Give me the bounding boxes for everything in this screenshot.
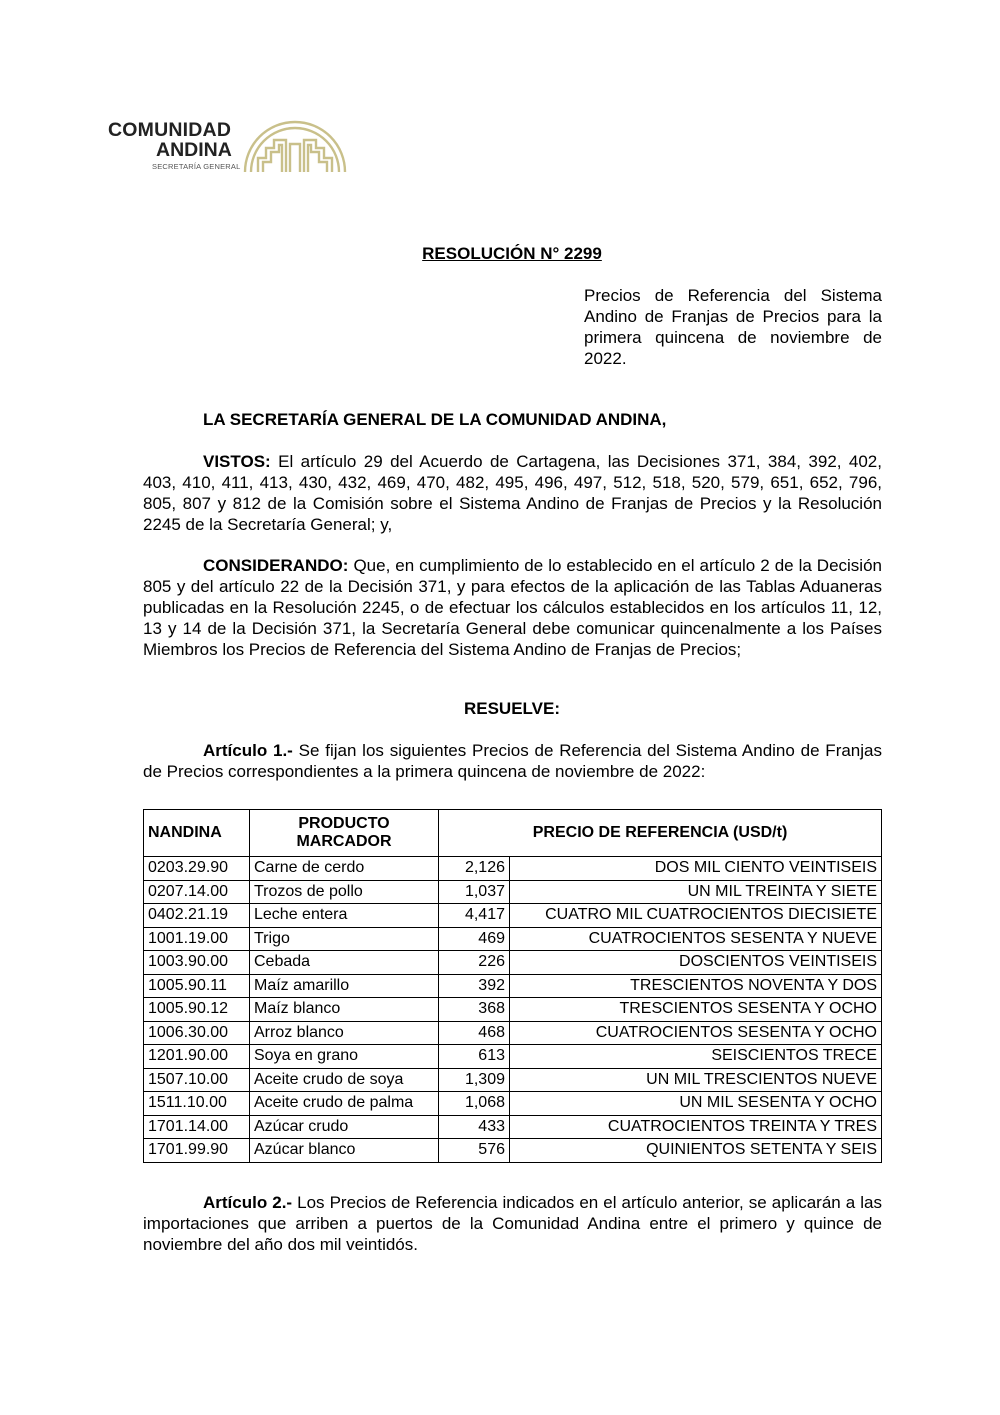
logo-line2: ANDINA bbox=[156, 139, 232, 161]
producto-cell: Azúcar crudo bbox=[250, 1115, 439, 1139]
table-header-row bbox=[144, 810, 882, 857]
table-row bbox=[144, 1115, 882, 1139]
table-row bbox=[144, 1021, 882, 1045]
precio-letras-cell: TRESCIENTOS SESENTA Y OCHO bbox=[510, 998, 882, 1022]
producto-cell: Trozos de pollo bbox=[250, 880, 439, 904]
nandina-cell: 1701.99.90 bbox=[144, 1139, 250, 1163]
precio-letras-cell: CUATRO MIL CUATROCIENTOS DIECISIETE bbox=[510, 904, 882, 928]
table-row bbox=[144, 904, 882, 928]
table-row bbox=[144, 1045, 882, 1069]
precio-numero-cell: 2,126 bbox=[439, 857, 510, 881]
secretaria-heading: LA SECRETARÍA GENERAL DE LA COMUNIDAD ANDINA, bbox=[203, 410, 667, 429]
precio-letras-cell: DOS MIL CIENTO VEINTISEIS bbox=[510, 857, 882, 881]
considerando-paragraph bbox=[143, 555, 882, 660]
producto-cell: Maíz amarillo bbox=[250, 974, 439, 998]
producto-cell: Azúcar blanco bbox=[250, 1139, 439, 1163]
nandina-cell: 1001.19.00 bbox=[144, 927, 250, 951]
precio-letras-cell: CUATROCIENTOS SESENTA Y NUEVE bbox=[510, 927, 882, 951]
table-row bbox=[144, 927, 882, 951]
considerando-text: Que, en cumplimiento de lo establecido en el artículo 2 de la Decisión 805 y del artículo 22 de la Decisión 371, y para efectos de la aplicación de las Tablas Aduaneras publicadas en la Resolución 2245, o de efectuar los cálculos establecidos en los artículos 11, 12, 13 y 14 de la Decisión 371, la Secretaría General debe comunicar quincenalmente a los Países Miembros los Precios de Referencia del Sistema Andino de Franjas de Precios; bbox=[143, 556, 882, 659]
considerando-label: CONSIDERANDO: bbox=[203, 556, 349, 575]
nandina-cell: 1005.90.12 bbox=[144, 998, 250, 1022]
nandina-cell: 1201.90.00 bbox=[144, 1045, 250, 1069]
nandina-cell: 0203.29.90 bbox=[144, 857, 250, 881]
precio-numero-cell: 469 bbox=[439, 927, 510, 951]
header-producto: PRODUCTO MARCADOR bbox=[250, 810, 439, 857]
vistos-text: El artículo 29 del Acuerdo de Cartagena, las Decisiones 371, 384, 392, 402, 403, 410, 411, 413, 430, 432, 469, 470, 482, 495, 496, 497, 512, 518, 520, 579, 651, 652, 796, 805, 807 y 812 de la Comisión sobre el Sistema Andino de Franjas de Precios y la Resolución 2245 de la Secretaría General; y, bbox=[143, 452, 882, 534]
table-row bbox=[144, 1068, 882, 1092]
logo-line1: COMUNIDAD bbox=[108, 119, 232, 141]
table-row bbox=[144, 1092, 882, 1116]
precio-letras-cell: UN MIL SESENTA Y OCHO bbox=[510, 1092, 882, 1116]
andean-stepped-arch-logo-icon bbox=[242, 118, 348, 174]
producto-cell: Soya en grano bbox=[250, 1045, 439, 1069]
precio-letras-cell: DOSCIENTOS VEINTISEIS bbox=[510, 951, 882, 975]
precio-numero-cell: 4,417 bbox=[439, 904, 510, 928]
precio-letras-cell: UN MIL TRESCIENTOS NUEVE bbox=[510, 1068, 882, 1092]
table-row bbox=[144, 951, 882, 975]
precio-letras-cell: CUATROCIENTOS SESENTA Y OCHO bbox=[510, 1021, 882, 1045]
nandina-cell: 1507.10.00 bbox=[144, 1068, 250, 1092]
producto-cell: Aceite crudo de palma bbox=[250, 1092, 439, 1116]
nandina-cell: 1701.14.00 bbox=[144, 1115, 250, 1139]
precio-numero-cell: 613 bbox=[439, 1045, 510, 1069]
comunidad-andina-logo bbox=[108, 118, 348, 176]
producto-cell: Aceite crudo de soya bbox=[250, 1068, 439, 1092]
producto-cell: Leche entera bbox=[250, 904, 439, 928]
nandina-cell: 1003.90.00 bbox=[144, 951, 250, 975]
table-row bbox=[144, 974, 882, 998]
vistos-paragraph bbox=[143, 451, 882, 535]
nandina-cell: 0402.21.19 bbox=[144, 904, 250, 928]
nandina-cell: 0207.14.00 bbox=[144, 880, 250, 904]
nandina-cell: 1006.30.00 bbox=[144, 1021, 250, 1045]
precio-numero-cell: 468 bbox=[439, 1021, 510, 1045]
logo-line3: SECRETARÍA GENERAL bbox=[152, 162, 241, 171]
precio-numero-cell: 392 bbox=[439, 974, 510, 998]
precio-numero-cell: 1,037 bbox=[439, 880, 510, 904]
precio-letras-cell: TRESCIENTOS NOVENTA Y DOS bbox=[510, 974, 882, 998]
table-row bbox=[144, 1139, 882, 1163]
articulo2-label: Artículo 2.- bbox=[203, 1193, 293, 1212]
precio-letras-cell: QUINIENTOS SETENTA Y SEIS bbox=[510, 1139, 882, 1163]
precio-letras-cell: SEISCIENTOS TRECE bbox=[510, 1045, 882, 1069]
resuelve-heading: RESUELVE: bbox=[463, 699, 561, 718]
table-row bbox=[144, 857, 882, 881]
articulo1-label: Artículo 1.- bbox=[203, 741, 293, 760]
precio-numero-cell: 368 bbox=[439, 998, 510, 1022]
articulo2-text: Los Precios de Referencia indicados en el artículo anterior, se aplicarán a las importaciones que arriben a puertos de la Comunidad Andina entre el primero y quince de noviembre del año dos mil veintidós. bbox=[143, 1193, 882, 1254]
nandina-cell: 1005.90.11 bbox=[144, 974, 250, 998]
articulo2-paragraph bbox=[143, 1192, 882, 1255]
producto-cell: Cebada bbox=[250, 951, 439, 975]
resolution-title: RESOLUCIÓN N° 2299 bbox=[422, 244, 602, 263]
table-row bbox=[144, 880, 882, 904]
resolution-subject: Precios de Referencia del Sistema Andino de Franjas de Precios para la primera quincena de noviembre de 2022. bbox=[584, 286, 882, 368]
header-nandina: NANDINA bbox=[144, 810, 250, 857]
precio-numero-cell: 1,309 bbox=[439, 1068, 510, 1092]
precio-numero-cell: 226 bbox=[439, 951, 510, 975]
precio-letras-cell: UN MIL TREINTA Y SIETE bbox=[510, 880, 882, 904]
nandina-cell: 1511.10.00 bbox=[144, 1092, 250, 1116]
producto-cell: Trigo bbox=[250, 927, 439, 951]
precio-letras-cell: CUATROCIENTOS TREINTA Y TRES bbox=[510, 1115, 882, 1139]
vistos-label: VISTOS: bbox=[203, 452, 271, 471]
table-row bbox=[144, 998, 882, 1022]
reference-prices-table bbox=[143, 809, 882, 1163]
articulo1-paragraph bbox=[143, 740, 882, 782]
header-precio: PRECIO DE REFERENCIA (USD/t) bbox=[439, 810, 882, 857]
precio-numero-cell: 576 bbox=[439, 1139, 510, 1163]
producto-cell: Maíz blanco bbox=[250, 998, 439, 1022]
precio-numero-cell: 433 bbox=[439, 1115, 510, 1139]
producto-cell: Carne de cerdo bbox=[250, 857, 439, 881]
articulo1-text: Se fijan los siguientes Precios de Referencia del Sistema Andino de Franjas de Precios correspondientes a la primera quincena de noviembre de 2022: bbox=[143, 741, 882, 781]
precio-numero-cell: 1,068 bbox=[439, 1092, 510, 1116]
producto-cell: Arroz blanco bbox=[250, 1021, 439, 1045]
